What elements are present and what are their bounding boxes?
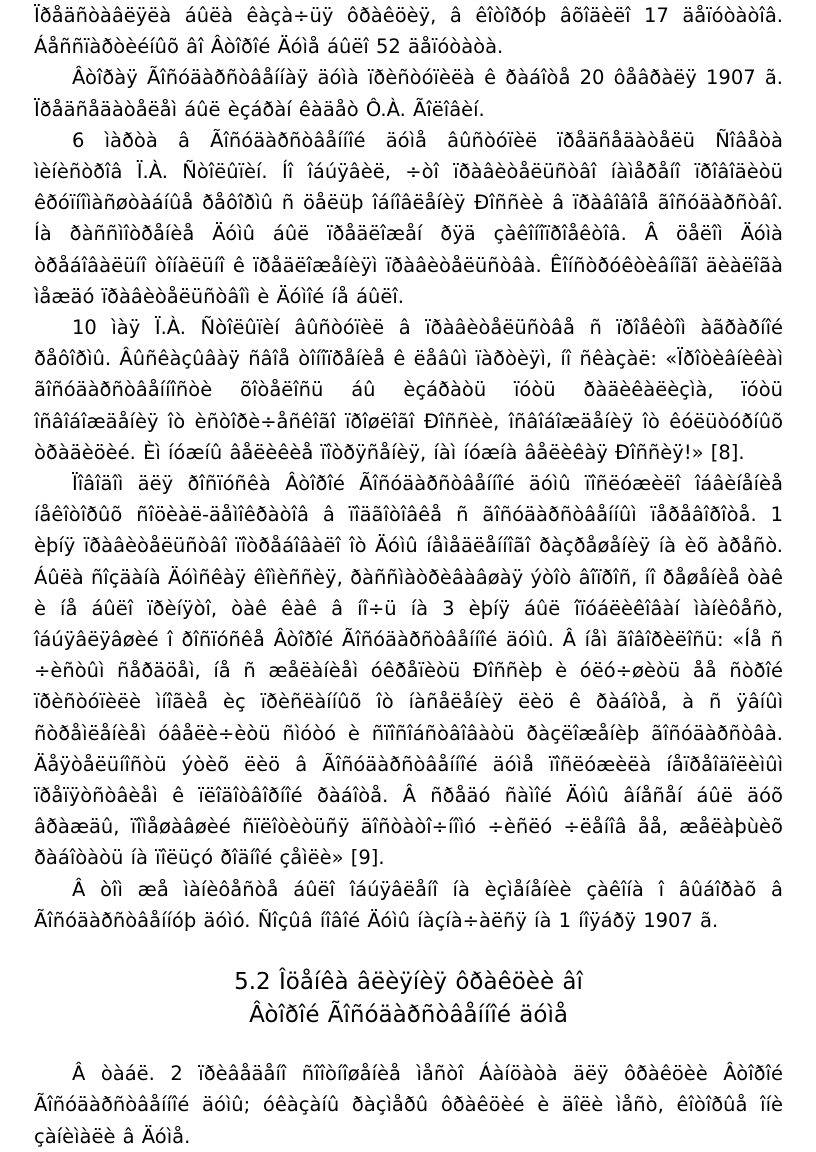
section-heading-line-1: 5.2 Îöåíêà âëèÿíèÿ ôðàêöèè âî xyxy=(234,969,583,996)
paragraph: 10 ìàÿ Ï.À. Ñòîëûïèí âûñòóïèë â ïðàâèòåëüñòâå ñ ïðîåêòîì àãðàðíîé ðåôîðìû. Âûñêàçûâàÿ ñâîå òîíîïðåíèå ê ëåâûì ïàðòèÿì, íî ñêàçàë: «Ïðîòèâíèêàì ãîñóäàðñòâåííîñòè õîòåëîñü áû èçáðàòü ïóòü ðàäèêàëèçìà, ïóòü îñâîáîæäåíèÿ îò èñòîðè÷åñêîãî ïðîøëîãî Ðîññèè, îñâîáîæäåíèÿ îò êóëüòóðíûõ òðàäèöèé. Èì íóæíû âåëèêèå ïîòðÿñåíèÿ, íàì íóæíà âåëèêàÿ Ðîññèÿ!» [8]. xyxy=(34,316,783,464)
paragraph: Â òàáë. 2 ïðèâåäåíî ñîîòíîøåíèå ìåñòî Áàíöàòà äëÿ ôðàêöèè Âòîðîé Ãîñóäàðñòâåííîé äóìû; óêàçàíû ðàçìåðû ôðàêöèé è äîëè ìåñò, êîòîðûå îíè çàíèìàëè â Äóìå. xyxy=(34,1062,783,1148)
paragraph: Âòîðàÿ Ãîñóäàðñòâåííàÿ äóìà ïðèñòóïèëà ê ðàáîòå 20 ôåâðàëÿ 1907 ã. Ïðåäñåäàòåëåì áûë èçáðàí êàäåò Ô.À. Ãîëîâèí. xyxy=(34,66,783,121)
section-heading-line-2: Âòîðîé Ãîñóäàðñòâåííîé äóìå xyxy=(249,1002,568,1029)
section-heading xyxy=(34,966,783,1032)
paragraph: Ïîâîäîì äëÿ ðîñïóñêà Âòîðîé Ãîñóäàðñòâåííîé äóìû ïîñëóæèëî îáâèíåíèå íåêîòîðûõ ñîöèàë-äåìîêðàòîâ â ïîäãîòîâêå ñ ãîñóäàðñòâåííûì ïåðåâîðîòå. 1 èþíÿ ïðàâèòåëüñòâî ïîòðåáîâàëî îò Äóìû íåìåäëåííîãî ðàçðåøåíèÿ íà èõ àðåñò. Áûëà ñîçäàíà Äóìñêàÿ êîìèññèÿ, ðàññìàòðèâàâøàÿ ýòîò âîïðîñ, íî ðåøåíèå òàê è íå áûëî ïðèíÿòî, òàê êàê â íî÷ü íà 3 èþíÿ áûë îïóáëèêîâàí ìàíèôåñò, îáúÿâëÿâøèé î ðîñïóñêå Âòîðîé Ãîñóäàðñòâåííîé äóìû. Â íåì ãîâîðèëîñü: «Íå ñ ÷èñòûì ñåðäöåì, íå ñ æåëàíèåì óêðåïèòü Ðîññèþ è óëó÷øèòü åå ñòðîé ïðèñòóïèëè ìíîãèå èç ïðèñëàííûõ îò íàñåëåíèÿ ëèö ê ðàáîòå, à ñ ÿâíûì ñòðåìëåíèåì óâåëè÷èòü ñìóòó è ñïîñîáñòâîâàòü ðàçëîæåíèþ ãîñóäàðñòâà. Äåÿòåëüíîñòü ýòèõ ëèö â Ãîñóäàðñòâåííîé äóìå ïîñëóæèëà íåïðåîäîëèìûì ïðåïÿòñòâèåì ê ïëîäîòâîðíîé ðàáîòå. Â ñðåäó ñàìîé Äóìû âíåñåí áûë äóõ âðàæäû, ïîìåøàâøèé ñïëîòèòüñÿ äîñòàòî÷íîìó ÷èñëó ÷ëåíîâ åå, æåëàþùèõ ðàáîòàòü íà ïîëüçó ðîäíîé çåìëè» [9]. xyxy=(34,472,783,870)
paragraph-continued: Ïðåäñòàâëÿëà áûëà êàçà÷üÿ ôðàêöèÿ, â êîòîðóþ âõîäèëî 17 äåïóòàòîâ. Áåññïàðòèéíûõ âî Âòîðîé Äóìå áûëî 52 äåïóòàòà. xyxy=(34,4,783,59)
paragraph: Â òîì æå ìàíèôåñòå áûëî îáúÿâëåíî íà èçìåíåíèè çàêîíà î âûáîðàõ â Ãîñóäàðñòâåííóþ äóìó. Ñîçûâ íîâîé Äóìû íàçíà÷àëñÿ íà 1 íîÿáðÿ 1907 ã. xyxy=(34,877,783,932)
paragraph: 6 ìàðòà â Ãîñóäàðñòâåííîé äóìå âûñòóïèë ïðåäñåäàòåëü Ñîâåòà ìèíèñòðîâ Ï.À. Ñòîëûïèí. Íî îáúÿâèë, ÷òî ïðàâèòåëüñòâî íàìåðåíî ïðîâîäèòü êðóïíîìàñøòàáíûå ðåôîðìû ñ öåëüþ îáíîâëåíèÿ Ðîññèè â ïðàâîâîå ãîñóäàðñòâî. Íà ðàññìîòðåíèå Äóìû áûë ïðåäëîæåí ðÿä çàêîíîïðîåêòîâ. Â öåëîì Äóìà òðåáîâàëüíî òîíàëüíî ê ïðåäëîæåíèÿì ïðàâèòåëüñòâà. Êîíñòðóêòèâíîãî äèàëîãà ìåæäó ïðàâèòåëüñòâîì è Äóìîé íå áûëî. xyxy=(34,128,783,308)
document-page xyxy=(34,0,783,1152)
